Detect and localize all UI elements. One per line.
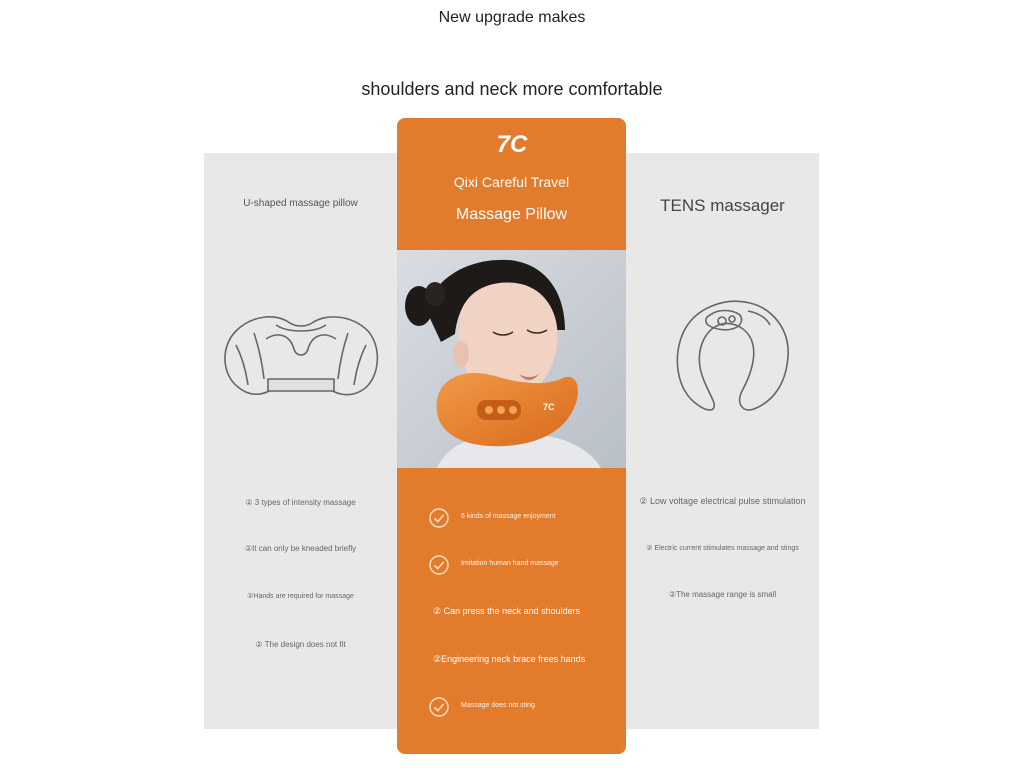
tens-point: ②The massage range is small <box>668 590 777 599</box>
brand-logo <box>397 130 626 163</box>
check-circle-icon <box>428 554 450 576</box>
u-pillow-point: ② The design does not fit <box>255 640 346 649</box>
benefit-item <box>397 696 626 718</box>
product-title-line-1: Qixi Careful Travel <box>453 174 570 190</box>
tens-massager-panel <box>626 153 819 729</box>
check-circle-icon <box>428 507 450 529</box>
u-pillow-title: U-shaped massage pillow <box>243 198 358 209</box>
benefit-item <box>397 601 626 623</box>
product-title-line-2: Massage Pillow <box>455 206 568 223</box>
benefit-text: Massage does not sting <box>461 702 535 709</box>
pillow-logo-text: 7C <box>543 402 555 412</box>
headline-line-2: shoulders and neck more comfortable <box>361 79 663 99</box>
benefit-item <box>397 507 626 529</box>
benefit-text: ②Engineering neck brace frees hands <box>433 654 586 664</box>
u-pillow-point: ② 3 types of intensity massage <box>245 498 356 507</box>
product-photo <box>397 250 626 468</box>
neck-massager-icon <box>670 295 792 419</box>
benefit-text: Imitation human hand massage <box>461 560 559 567</box>
headline-line-1: New upgrade makes <box>438 9 586 26</box>
u-pillow-point: ②It can only be kneaded briefly <box>244 544 357 553</box>
tens-massager-title: TENS massager <box>660 196 785 215</box>
tens-point: ② Low voltage electrical pulse stimulation <box>639 496 806 506</box>
u-pillow-point: ②Hands are required for massage <box>247 593 354 600</box>
tens-point: ② Electric current stimulates massage and stings <box>646 545 799 552</box>
check-circle-icon <box>428 696 450 718</box>
u-pillow-panel <box>204 153 397 729</box>
benefit-text: 6 kinds of massage enjoyment <box>461 513 556 520</box>
benefit-text: ② Can press the neck and shoulders <box>433 606 581 616</box>
brand-logo-text: 7C <box>496 131 527 158</box>
benefit-item <box>397 554 626 576</box>
product-card <box>397 118 626 754</box>
u-shaped-pillow-icon <box>218 305 384 415</box>
benefit-item <box>397 649 626 671</box>
